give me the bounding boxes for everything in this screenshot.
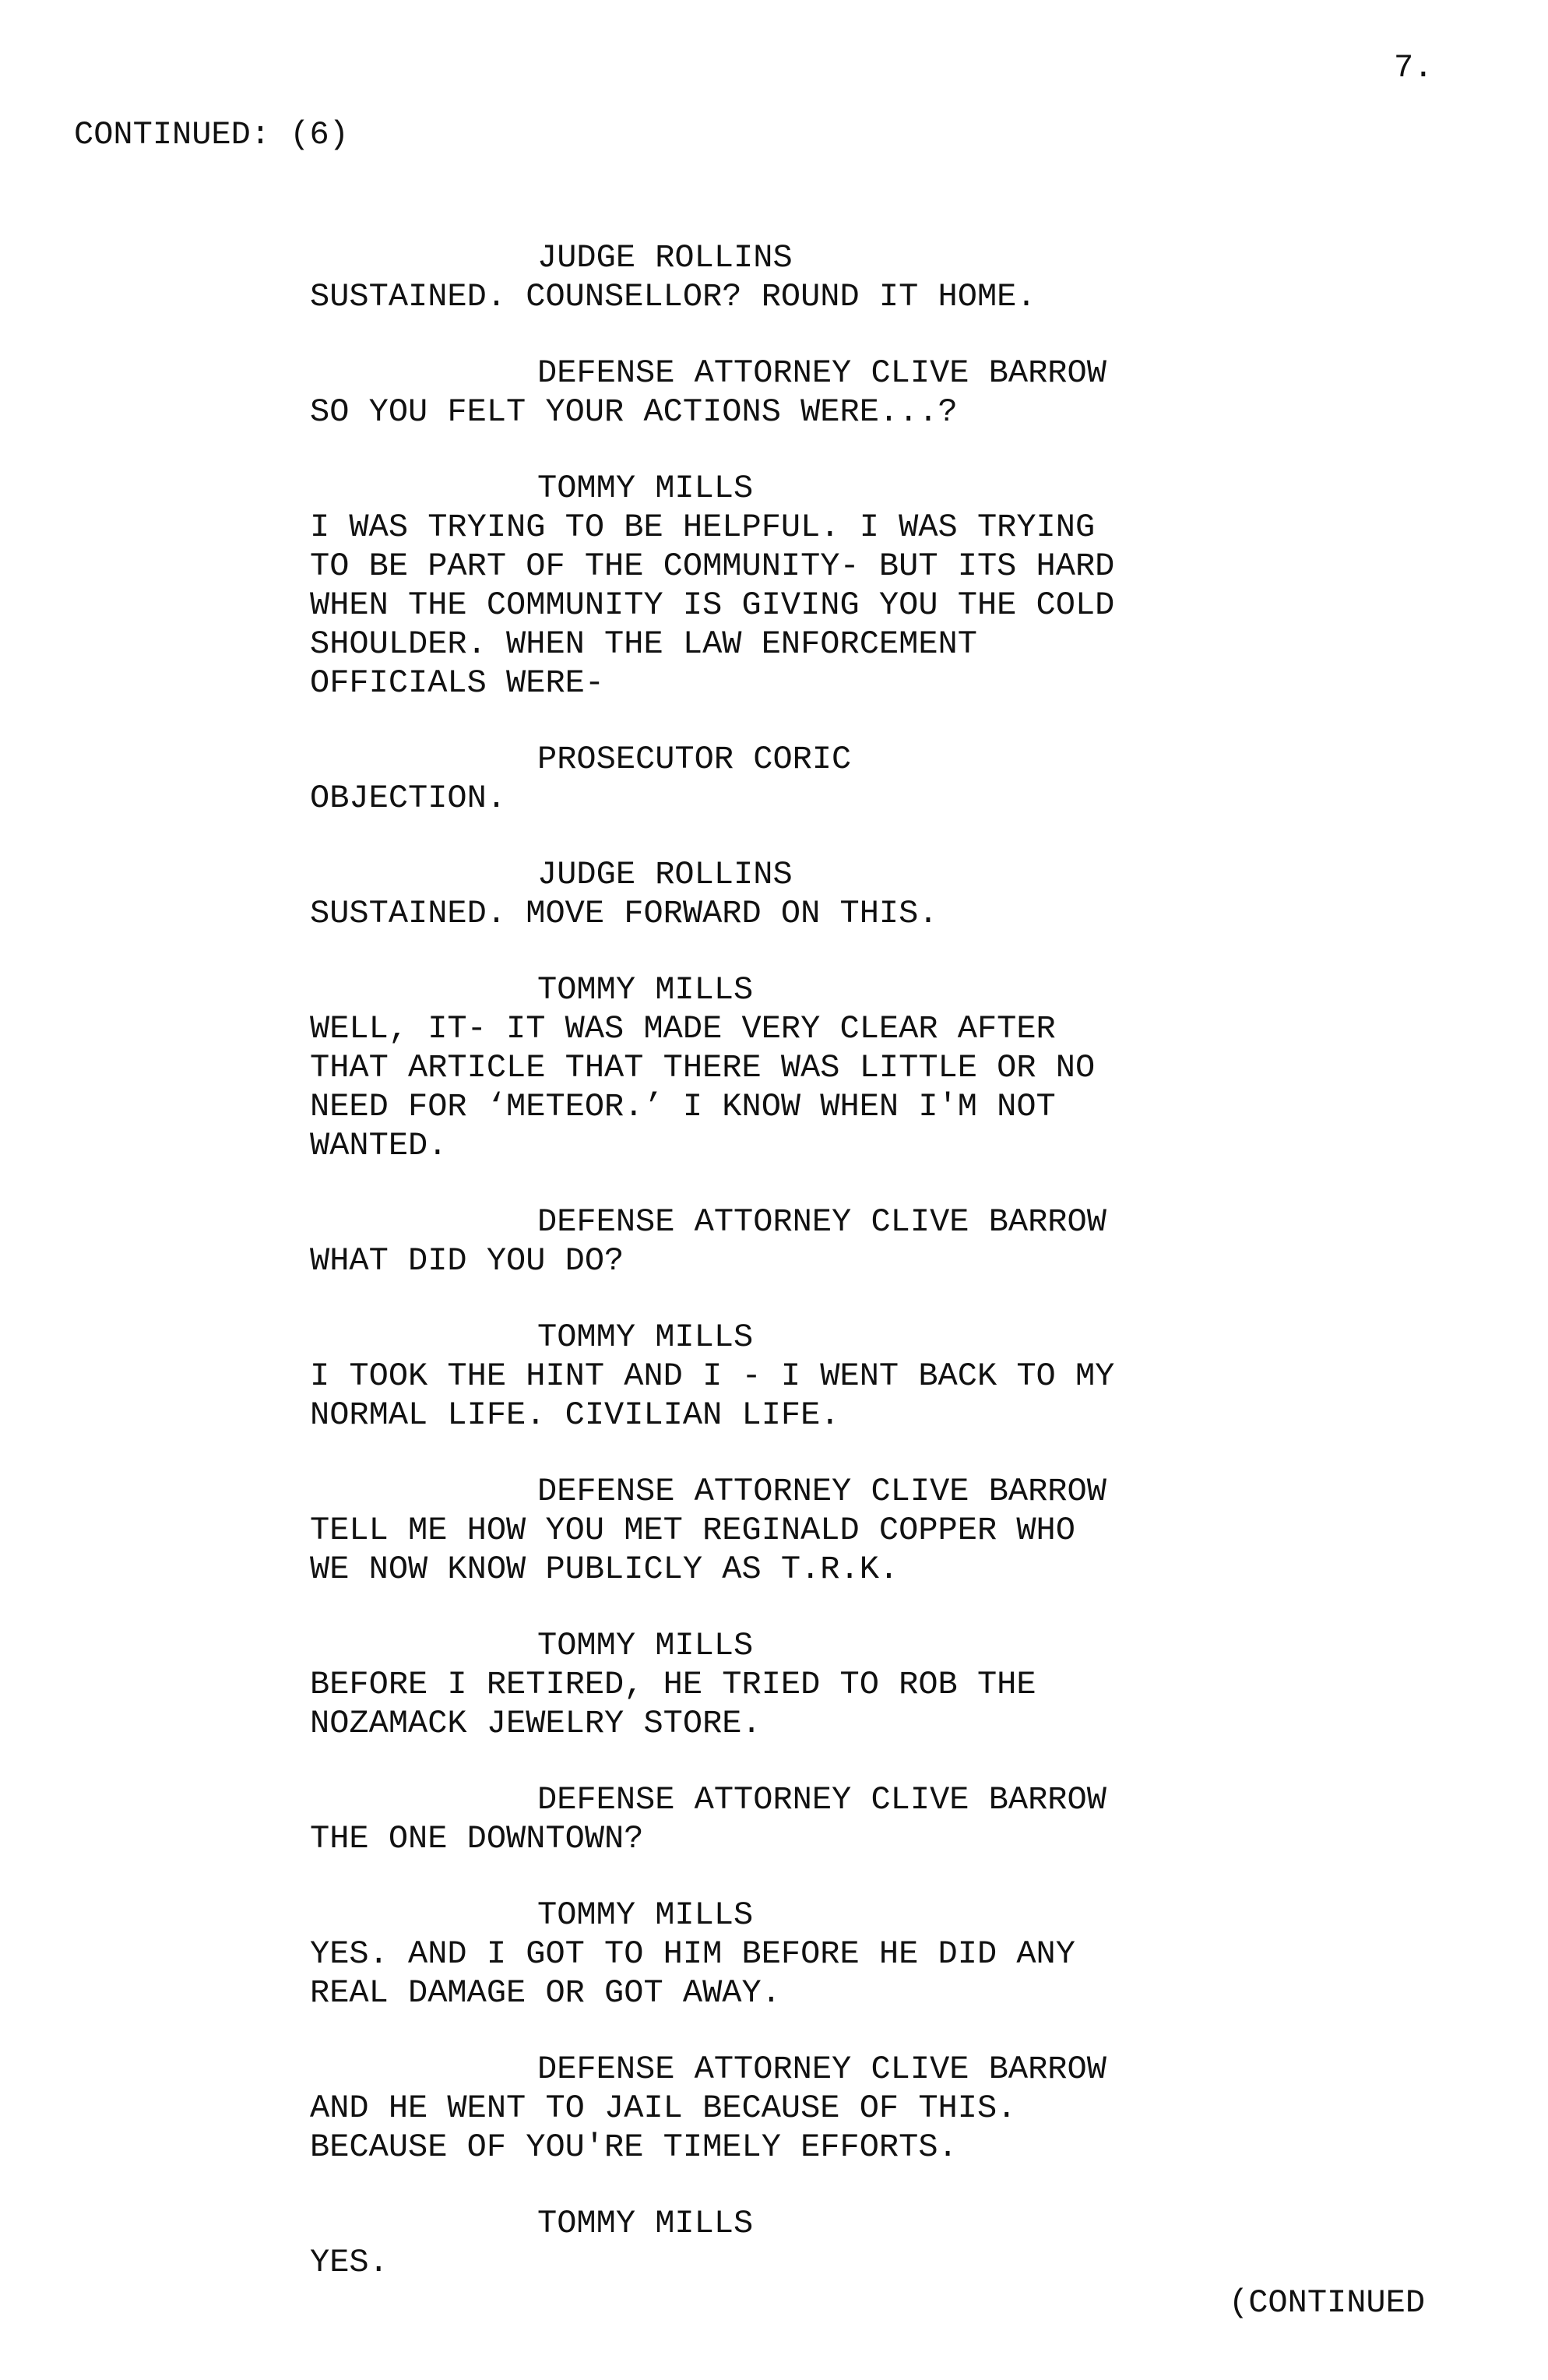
dialogue-block — [310, 238, 1283, 316]
dialogue-line: YES. AND I GOT TO HIM BEFORE HE DID ANY — [310, 1935, 1075, 1973]
speaker-name: PROSECUTOR CORIC — [537, 741, 852, 778]
dialogue-line: THAT ARTICLE THAT THERE WAS LITTLE OR NO — [310, 1049, 1096, 1086]
dialogue-line: OFFICIALS WERE- — [310, 664, 605, 702]
speaker-name: DEFENSE ATTORNEY CLIVE BARROW — [537, 1473, 1106, 1510]
dialogue-line: I TOOK THE HINT AND I - I WENT BACK TO MY — [310, 1357, 1115, 1395]
dialogue-line: WANTED. — [310, 1127, 448, 1164]
dialogue-line: NOZAMACK JEWELRY STORE. — [310, 1705, 762, 1742]
dialogue-block — [310, 970, 1283, 1165]
dialogue-block — [310, 2204, 1283, 2282]
dialogue-line: TELL ME HOW YOU MET REGINALD COPPER WHO — [310, 1512, 1075, 1549]
dialogue-line: THE ONE DOWNTOWN? — [310, 1820, 644, 1857]
dialogue-block — [310, 1472, 1283, 1589]
dialogue-line: WELL, IT- IT WAS MADE VERY CLEAR AFTER — [310, 1010, 1056, 1047]
dialogue-line: WHAT DID YOU DO? — [310, 1242, 624, 1280]
speaker-name: DEFENSE ATTORNEY CLIVE BARROW — [537, 2051, 1106, 2088]
dialogue-block — [310, 469, 1283, 702]
dialogue-block — [310, 1896, 1283, 2012]
dialogue-block — [310, 2050, 1283, 2167]
speaker-name: TOMMY MILLS — [537, 470, 754, 507]
speaker-name: TOMMY MILLS — [537, 1896, 754, 1934]
speaker-name: DEFENSE ATTORNEY CLIVE BARROW — [537, 354, 1106, 392]
dialogue-block — [310, 855, 1283, 933]
speaker-name: JUDGE ROLLINS — [537, 239, 793, 276]
dialogue-line: SHOULDER. WHEN THE LAW ENFORCEMENT — [310, 625, 977, 663]
dialogue-line: SUSTAINED. MOVE FORWARD ON THIS. — [310, 895, 938, 932]
speaker-name: TOMMY MILLS — [537, 2205, 754, 2242]
dialogue-line: SO YOU FELT YOUR ACTIONS WERE...? — [310, 393, 958, 431]
dialogue-line: I WAS TRYING TO BE HELPFUL. I WAS TRYING — [310, 509, 1096, 546]
dialogue-block — [310, 1626, 1283, 1743]
dialogue-block — [310, 1780, 1283, 1858]
dialogue-line: NEED FOR ‘METEOR.’ I KNOW WHEN I'M NOT — [310, 1088, 1056, 1125]
dialogue-line: TO BE PART OF THE COMMUNITY- BUT ITS HARD — [310, 547, 1115, 585]
speaker-name: DEFENSE ATTORNEY CLIVE BARROW — [537, 1203, 1106, 1241]
page-number: 7. — [1394, 49, 1434, 86]
dialogue-line: BECAUSE OF YOU'RE TIMELY EFFORTS. — [310, 2128, 958, 2166]
dialogue-line: BEFORE I RETIRED, HE TRIED TO ROB THE — [310, 1666, 1036, 1703]
continued-header: CONTINUED: (6) — [74, 116, 349, 153]
continued-footer: (CONTINUED — [1229, 2284, 1426, 2322]
speaker-name: TOMMY MILLS — [537, 1627, 754, 1664]
dialogue-line: YES. — [310, 2244, 389, 2281]
dialogue-line: OBJECTION. — [310, 780, 507, 817]
dialogue-line: SUSTAINED. COUNSELLOR? ROUND IT HOME. — [310, 278, 1036, 315]
dialogue-line: REAL DAMAGE OR GOT AWAY. — [310, 1974, 781, 2012]
screenplay-body — [310, 238, 1283, 2319]
dialogue-line: NORMAL LIFE. CIVILIAN LIFE. — [310, 1396, 840, 1434]
speaker-name: TOMMY MILLS — [537, 971, 754, 1009]
dialogue-line: WHEN THE COMMUNITY IS GIVING YOU THE COLD — [310, 586, 1115, 624]
speaker-name: JUDGE ROLLINS — [537, 856, 793, 893]
dialogue-line: WE NOW KNOW PUBLICLY AS T.R.K. — [310, 1551, 899, 1588]
speaker-name: DEFENSE ATTORNEY CLIVE BARROW — [537, 1781, 1106, 1818]
dialogue-block — [310, 740, 1283, 818]
dialogue-block — [310, 1202, 1283, 1280]
dialogue-block — [310, 1318, 1283, 1435]
dialogue-line: AND HE WENT TO JAIL BECAUSE OF THIS. — [310, 2090, 1017, 2127]
dialogue-block — [310, 354, 1283, 431]
speaker-name: TOMMY MILLS — [537, 1319, 754, 1356]
